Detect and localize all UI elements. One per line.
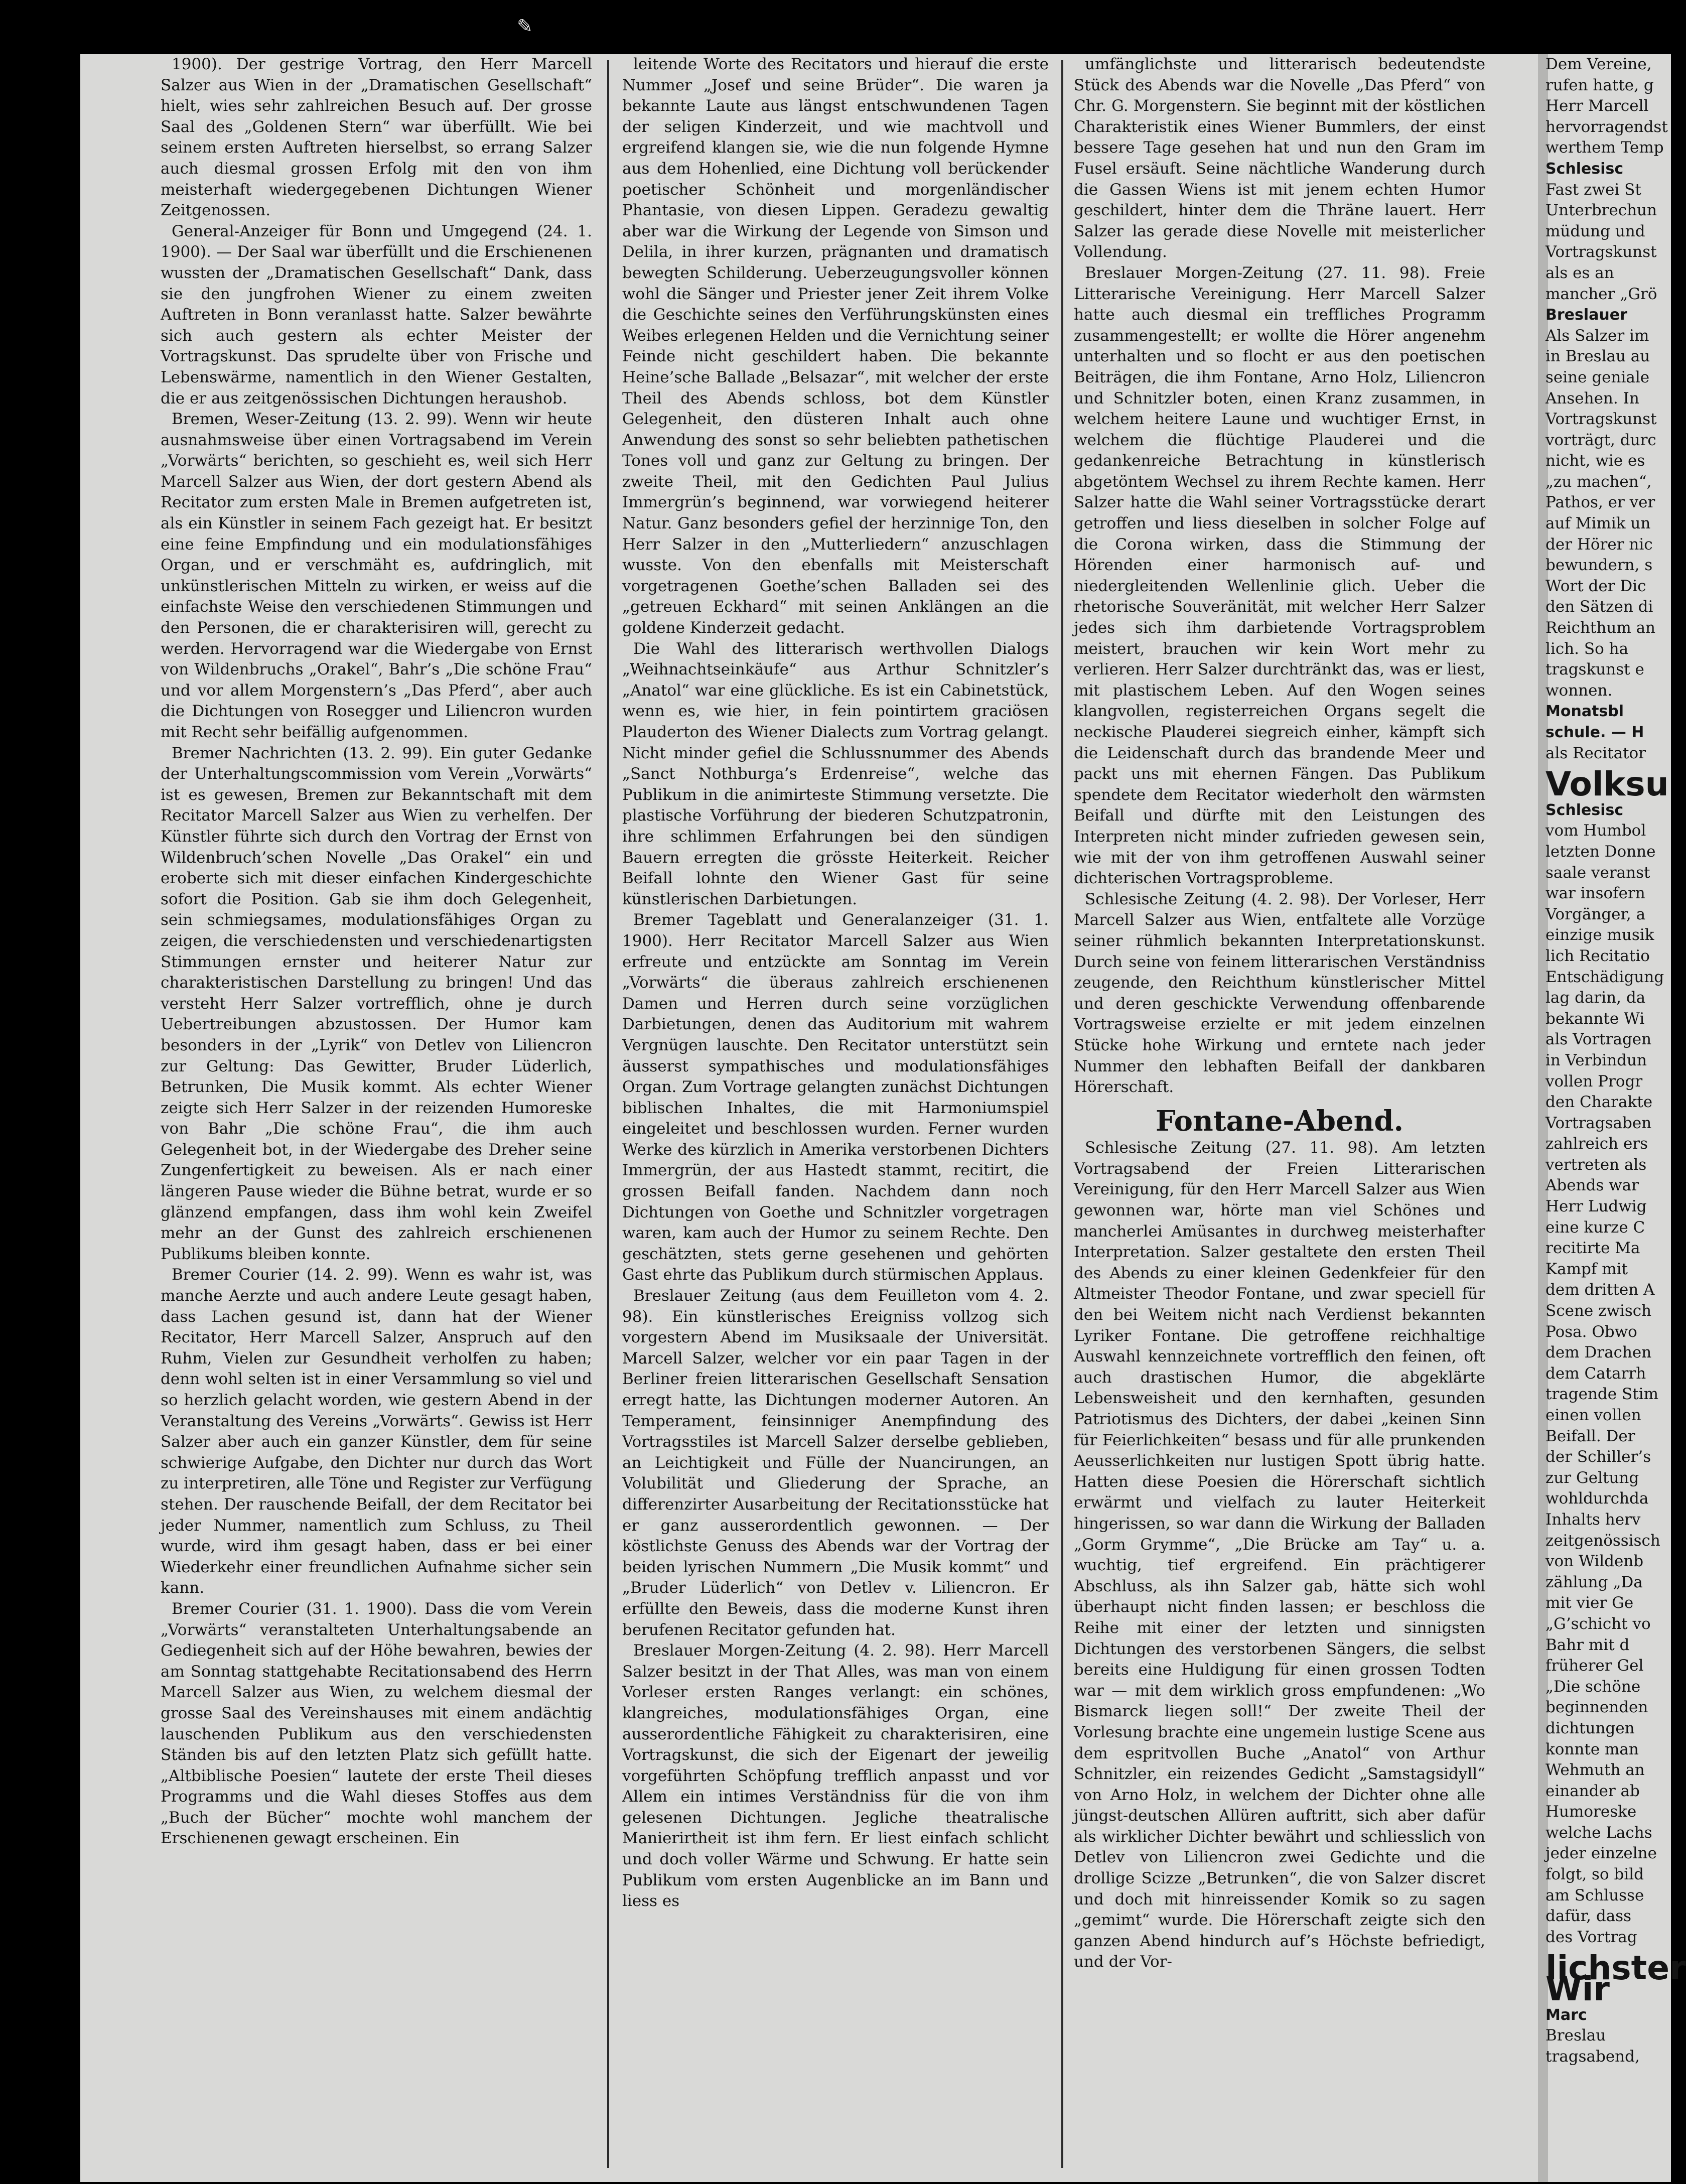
column-4-cut-off [1546,54,1686,2067]
cut-line: müdung und [1546,222,1645,240]
cut-line: den Charakte [1546,1093,1653,1112]
cut-line: Abends war [1546,1176,1639,1195]
cut-line: zeitgenössisch [1546,1531,1660,1550]
review-paragraph: Breslauer Morgen-Zeitung (4. 2. 98). Herr Marcell Salzer besitzt in der That Alles, was man von einem Vorleser ersten Ranges verlangt: ein schönes, klangreiches, modulationsfähiges Organ, eine ausserordentliche Fähigkeit zu charakterisiren, eine Vortragskunst, die sich der Eigenart der jeweilig vorgeführten Schöpfung trefflich anpasst und vor Allem ein intimes Verständniss für die von ihm gelesenen Dichtungen. Jegliche theatralische Manierirtheit ist ihm fern. Er liest einfach schlicht und doch voller Wärme und Schwung. Er hatte sein Publikum vom ersten Augenblicke an im Bann und liess es [622,1642,1049,1910]
cut-line: tragskunst e [1546,660,1644,679]
cut-line: konnte man [1546,1740,1639,1758]
cut-line: des Vortrag [1546,1928,1637,1946]
review-paragraph: Breslauer Morgen-Zeitung (27. 11. 98). Freie Litterarische Vereinigung. Herr Marcell Salzer hatte auch diesmal ein treffliches Programm zusammengestellt; er wollte die Hörer angenehm unterhalten und so flocht er aus den poetischen Beiträgen, die ihm Fontane, Arno Holz, Liliencron und Schnitzler boten, einen Kranz zusammen, in welchem heitere Laune und wuchtiger Ernst, in welchem die flüchtige Plauderei und die gedankenreiche Betrachtung in künstlerisch abgetöntem Wechsel zu ihrem Rechte kamen. Herr Salzer hatte die Wahl seiner Vortragsstücke derart getroffen und liess dieselben in solcher Folge auf die Corona wirken, dass die Stimmung der Hörenden einer harmonisch auf- und niedergleitenden Wellenlinie glich. Ueber die rhetorische Souveränität, mit welcher Herr Salzer jedes sich ihm darbietende Vortragsproblem meistert, brauchen wir kein Wort mehr zu verlieren. Herr Salzer durchtränkt das, was er liest, mit plastischem Leben. Auf den Wogen seines klangvollen, registerreichen Organs segelt die neckische Plauderei siegreich einher, kämpft sich die Leidenschaft durch das brandende Meer und packt uns mit ehernen Fängen. Das Publikum spendete dem Recitator wiederholt den wärmsten Beifall und dürfte mit den Leistungen des Interpreten nicht minder zufrieden gewesen sein, wie mit der von ihm getroffenen Auswahl seiner dichterischen Vortragsprobleme. [1074,263,1485,888]
cut-line: bewundern, s [1546,556,1653,575]
cut-line: der Schiller’s [1546,1448,1651,1466]
cut-line: vertreten als [1546,1155,1647,1174]
cut-line: Inhalts herv [1546,1510,1641,1529]
cut-line: Vortragskunst [1546,410,1657,429]
cut-line: lag darin, da [1546,989,1646,1007]
cut-line: Schlesisc [1546,801,1624,819]
cut-heading: lichster Wir [1546,1949,1686,2009]
cut-line: einen vollen [1546,1406,1641,1424]
archive-mark-icon: ✎ [517,15,533,37]
cut-line: dichtungen [1546,1719,1635,1737]
cut-line: lich. So ha [1546,639,1629,658]
cut-line: in Breslau au [1546,347,1650,366]
review-paragraph: Bremen, Weser-Zeitung (13. 2. 99). Wenn wir heute ausnahmsweise über einen Vortragsabend im Verein „Vorwärts“ berichten, so geschieht es, weil sich Herr Marcell Salzer aus Wien, der dort gestern Abend als Recitator zum ersten Male in Bremen aufgetreten ist, als ein Künstler in seinem Fach gezeigt hat. Er besitzt eine feine Empfindung und ein modulationsfähiges Organ, und er verschmäht es, aufdringlich, mit unkünstlerischen Mitteln zu wirken, er weiss auf die einfachste Weise den verschiedenen Stimmungen und den Personen, die er charakterisiren will, gerecht zu werden. Hervorragend war die Wiedergabe von Ernst von Wildenbruchs „Orakel“, Bahr’s „Die schöne Frau“ und vor allem Morgenstern’s „Das Pferd“, aber auch die Dichtungen von Rosegger und Liliencron wurden mit Recht sehr beifällig aufgenommen. [161,410,592,741]
cut-line: folgt, so bild [1546,1865,1644,1884]
review-paragraph: Bremer Courier (14. 2. 99). Wenn es wahr ist, was manche Aerzte und auch andere Leute gesagt haben, dass Lachen gesund ist, dann hat der Wiener Recitator, Herr Marcell Salzer, Anspruch auf den Ruhm, Vielen zur Gesundheit verholfen zu haben; denn wohl selten ist in einer Versammlung so viel und so herzlich gelacht worden, wie gestern Abend in der Veranstaltung des Vereins „Vorwärts“. Gewiss ist Herr Salzer aber auch ein ganzer Künstler, dem für seine schwierige Aufgabe, den Dichter nur durch das Wort zu interpretiren, alle Töne und Register zur Verfügung stehen. Der rauschende Beifall, der dem Recitator bei jeder Nummer, namentlich zum Schluss, zu Theil wurde, wird ihm gesagt haben, dass er bei einer Wiederkehr einer freundlichen Aufnahme sicher sein kann. [161,1266,592,1597]
cut-line: Reichthum an [1546,619,1656,637]
column-1 [161,54,592,1849]
cut-line: früherer Gel [1546,1657,1644,1675]
cut-line: letzten Donne [1546,842,1656,861]
review-paragraph: Bremer Tageblatt und Generalanzeiger (31. 1. 1900). Herr Recitator Marcell Salzer aus Wien erfreute und entzückte am Sonntag im Verein „Vorwärts“ die überaus zahlreich erschienenen Damen und Herren durch seine vorzüglichen Darbietungen, denen das Auditorium mit wahrem Vergnügen lauschte. Den Recitator unterstützt sein äusserst sympathisches und modulationsfähiges Organ. Zum Vortrage gelangten zunächst Dichtungen biblischen Inhaltes, die mit Harmoniumspiel eingeleitet und beschlossen wurden. Ferner wurden Werke des kürzlich in Amerika verstorbenen Dichters Immergrün, der aus Hastedt stammt, recitirt, die grossen Beifall fanden. Nachdem dann noch Dichtungen von Goethe und Schnitzler vorgetragen waren, kam auch der Humor zu seinem Rechte. Den geschätzten, stets gerne gesehenen und gehörten Gast ehrte das Publikum durch stürmischen Applaus. [622,911,1049,1284]
cut-line: der Hörer nic [1546,535,1653,554]
cut-line: war insofern [1546,884,1645,903]
review-paragraph: 1900). Der gestrige Vortrag, den Herr Marcell Salzer aus Wien in der „Dramatischen Gesellschaft“ hielt, wies sehr zahlreichen Besuch auf. Der grosse Saal des „Goldenen Stern“ war überfüllt. Wie bei seinem ersten Auftreten hierselbst, so errang Salzer auch diesmal grossen Erfolg mit den von ihm meisterhaft wiedergegebenen Dichtungen Wiener Zeitgenossen. [161,55,592,220]
cut-line: Dem Vereine, [1546,55,1652,73]
review-paragraph: umfänglichste und litterarisch bedeutendste Stück des Abends war die Novelle „Das Pferd“ von Chr. G. Morgenstern. Sie beginnt mit der köstlichen Charakteristik eines Wiener Bummlers, der einst bessere Tage gesehen hat und nun den Gram im Fusel ersäuft. Seine nächtliche Wanderung durch die Gassen Wiens ist mit jenem echten Humor geschildert, hinter dem die Thräne lauert. Herr Salzer las gerade diese Novelle mit meisterlicher Vollendung. [1074,55,1485,261]
cut-line: hervorragendst [1546,117,1668,136]
cut-line: Marc [1546,2006,1587,2024]
cut-line: wonnen. [1546,681,1613,700]
cut-line: vorträgt, durc [1546,431,1656,449]
cut-line: Scene zwisch [1546,1302,1652,1320]
cut-line: Fast zwei St [1546,180,1641,199]
column-2 [622,54,1049,1912]
cut-line: eine kurze C [1546,1218,1645,1237]
newspaper-clipping-page [80,54,1686,2182]
cut-line: Entschädigung [1546,968,1664,986]
cut-line: zur Geltung [1546,1468,1639,1487]
column-3 [1074,54,1485,1973]
cut-line: als Recitator [1546,744,1646,762]
cut-line: tragsabend, [1546,2047,1640,2066]
cut-line: Breslau [1546,2026,1606,2045]
cut-line: zahlreich ers [1546,1135,1648,1153]
cut-line: Vortragskunst [1546,243,1657,261]
cut-line: einander ab [1546,1782,1640,1800]
cut-line: Herr Marcell [1546,97,1649,115]
column-divider [607,60,609,2168]
cut-line: nicht, wie es [1546,452,1645,470]
cut-line: Unterbrechun [1546,201,1657,220]
review-paragraph: Breslauer Zeitung (aus dem Feuilleton vom 4. 2. 98). Ein künstlerisches Ereigniss vollzog sich vorgestern Abend im Musiksaale der Universität. Marcell Salzer, welcher vor ein paar Tagen in der Berliner freien litterarischen Gesellschaft Sensation erregt hatte, las Dichtungen moderner Autoren. An Temperament, feinsinniger Anempfindung des Vortragsstiles ist Marcell Salzer derselbe geblieben, an Leichtigkeit und Fülle der Nuancirungen, an Volubilität und Gliederung der Sprache, an differenzirter Ausarbeitung der Recitationsstücke hat er ganz ausserordentlich gewonnen. — Der köstlichste Genuss des Abends war der Vortrag der beiden lyrischen Nummern „Die Musik kommt“ und „Bruder Lüderlich“ von Detlev v. Liliencron. Er erfüllte den Beweis, dass die moderne Kunst ihren berufenen Recitator gefunden hat. [622,1287,1049,1639]
cut-line: Ansehen. In [1546,389,1639,407]
cut-line: Als Salzer im [1546,326,1649,345]
cut-line: Humoreske [1546,1803,1637,1821]
cut-line: beginnenden [1546,1698,1648,1717]
cut-line: am Schlusse [1546,1886,1644,1904]
review-paragraph: General-Anzeiger für Bonn und Umgegend (24. 1. 1900). — Der Saal war überfüllt und die Erschienenen wussten der „Dramatischen Gesellschaft“ Dank, dass sie den jungfrohen Wiener zu einem zweiten Auftreten in Bonn veranlasst hatte. Salzer bewährte sich auch gestern als echter Meister der Vortragskunst. Das sprudelte über von Frische und Lebenswärme, namentlich in den Wiener Gestalten, die er aus zeitgenössischen Dichtungen heraushob. [161,222,592,407]
cut-line: „G’schicht vo [1546,1614,1651,1633]
cut-line: zählung „Da [1546,1573,1643,1591]
cut-line: vom Humbol [1546,822,1646,840]
cut-line: jeder einzelne [1546,1844,1657,1863]
cut-line: werthem Temp [1546,139,1664,157]
cut-line: „zu machen“, [1546,472,1652,491]
cut-line: „Die schöne [1546,1677,1641,1696]
cut-line: von Wildenb [1546,1552,1644,1571]
cut-line: Herr Ludwig [1546,1197,1647,1216]
cut-line: lich Recitatio [1546,946,1650,965]
cut-line: dem Drachen [1546,1343,1652,1362]
cut-line: Bahr mit d [1546,1635,1630,1654]
cut-line: Beifall. Der [1546,1427,1635,1445]
cut-line: den Sätzen di [1546,598,1653,616]
cut-line: dem Catarrh [1546,1364,1646,1383]
cut-line: dafür, dass [1546,1907,1632,1926]
cut-line: einzige musik [1546,926,1654,944]
cut-line: auf Mimik un [1546,514,1651,533]
review-paragraph: Bremer Courier (31. 1. 1900). Dass die vom Verein „Vorwärts“ veranstalteten Unterhaltungsabende an Gediegenheit sich auf der Höhe bewahren, bewies der am Sonntag stattgehabte Recitationsabend des Herrn Marcell Salzer aus Wien, zu welchem diesmal der grosse Saal des Vereinshauses mit einem andächtig lauschenden Publikum aus den verschiedensten Ständen bis auf den letzten Platz sich gefüllt hatte. „Altbiblische Poesien“ lautete der erste Theil dieses Programms und die Wahl dieses Stoffes aus dem „Buch der Bücher“ mochte wohl manchem der Erschienenen gewagt erscheinen. Ein [161,1599,592,1848]
section-title: Fontane-Abend. [1155,1104,1404,1138]
review-paragraph: Schlesische Zeitung (27. 11. 98). Am letzten Vortragsabend der Freien Litterarischen Vereinigung, für den Herr Marcell Salzer aus Wien gewonnen war, hörte man viel Schönes und mancherlei Amüsantes in durchweg meisterhafter Interpretation. Salzer gestaltete den ersten Theil des Abends zu einer kleinen Gedenkfeier für den Altmeister Theodor Fontane, und zwar speciell für den bei Weitem nicht nach Verdienst bekannten Lyriker Fontane. Die getroffene reichhaltige Auswahl kennzeichnete vortrefflich den feinen, oft auch drastischen Humor, die abgeklärte Lebensweisheit und den kernhaften, gesunden Patriotismus des Dichters, der dabei „keinen Sinn für Feierlichkeiten“ besass und für alle prunkenden Aeusserlichkeiten nur lustigen Spott übrig hatte. Hatten diese Poesien die Hörerschaft sichtlich erwärmt und vielfach zu lauter Heiterkeit hingerissen, so war dann die Wirkung der Balladen „Gorm Grymme“, „Die Brücke am Tay“ u. a. wuchtig, tief ergreifend. Ein prächtigerer Abschluss, als ihn Salzer gab, hätte sich wohl überhaupt nicht finden lassen; er beschloss die Reihe mit einer der letzten und sinnigsten Dichtungen des verstorbenen Sängers, die selbst bereits eine Huldigung für einen grossen Todten war — mit dem wirklich gross empfundenen: „Wo Bismarck liegen soll!“ Der zweite Theil der Vorlesung brachte eine ungemein lustige Scene aus dem espritvollen Buche „Anatol“ von Arthur Schnitzler, ein reizendes Gedicht „Samstagsidyll“ von Arno Holz, in welchem der Dichter ohne alle jüngst-deutschen Allüren auftritt, sich aber dafür als wirklicher Dichter bewährt und schliesslich von Detlev von Liliencron zwei Gedichte und die drollige Scizze „Betrunken“, die von Salzer discret und doch mit hinreissender Komik so zu sagen „gemimt“ wurde. Die Hörerschaft zeigte sich den ganzen Abend hindurch auf’s Höchste befriedigt, und der Vor- [1074,1139,1485,1971]
cut-line: saale veranst [1546,863,1650,882]
cut-line: als Vortragen [1546,1030,1652,1049]
cut-line: in Verbindun [1546,1051,1647,1069]
cut-line: Vorgänger, a [1546,905,1646,923]
cut-line: Monatsbl [1546,703,1624,721]
column-divider [1061,60,1063,2168]
cut-line: welche Lachs [1546,1823,1652,1842]
cut-line: Wort der Dic [1546,577,1646,595]
cut-line: wohldurchda [1546,1489,1649,1508]
cut-line: Schlesisc [1546,160,1624,178]
cut-heading: Volksu [1546,765,1669,804]
cut-line: dem dritten A [1546,1281,1655,1299]
review-paragraph: Die Wahl des litterarisch werthvollen Dialogs „Weihnachtseinkäufe“ aus Arthur Schnitzler’s „Anatol“ war eine glückliche. Es ist ein Cabinetstück, wenn es, wie hier, in fein pointirtem graciösen Plauderton des Wiener Dialects zum Vortrag gelangt. Nicht minder gefiel die Schlussnummer des Abends „Sanct Nothburga’s Erdenreise“, welche das Publikum in die animirteste Stimmung versetzte. Die plastische Vorführung der biederen Schutzpatronin, ihre schlimmen Erfahrungen bei den sündigen Bauern erregten die grösste Heiterkeit. Reicher Beifall lohnte den Wiener Gast für seine künstlerischen Darbietungen. [622,639,1049,908]
cut-line: schule. — H [1546,724,1644,741]
cut-line: Pathos, er ver [1546,493,1655,512]
cut-line: bekannte Wi [1546,1009,1645,1028]
cut-line: mit vier Ge [1546,1594,1634,1612]
cut-line: recitirte Ma [1546,1239,1640,1258]
cut-line: Kampf mit [1546,1260,1628,1278]
cut-line: seine geniale [1546,368,1650,386]
cut-line: Wehmuth an [1546,1761,1645,1780]
cut-line: tragende Stim [1546,1385,1658,1404]
cut-line: rufen hatte, g [1546,76,1654,94]
review-paragraph: leitende Worte des Recitators und hierauf die erste Nummer „Josef und seine Brüder“. Die waren ja bekannte Laute aus längst entschwundenen Tagen der seligen Kinderzeit, und wie machtvoll und ergreifend klangen sie, wie die nun folgende Hymne aus dem Hohenlied, eine Dichtung voll berückender poetischer Schönheit und morgenländischer Phantasie, von diesen Lippen. Geradezu gewaltig aber war die Wirkung der Legende von Simson und Delila, in ihrer kurzen, prägnanten und dramatisch bewegten Schilderung. Ueberzeugungsvoller können wohl die Sänger und Priester jener Zeit ihrem Volke die Geschichte seines den Verführungskünsten eines Weibes erlegenen Helden und die Vernichtung seiner Feinde nicht geschildert haben. Die bekannte Heine’sche Ballade „Belsazar“, mit welcher der erste Theil des Abends schloss, bot dem Künstler Gelegenheit, den düsteren Inhalt auch ohne Anwendung des sonst so sehr beliebten pathetischen Tones voll und ganz zur Geltung zu bringen. Der zweite Theil, mit den Gedichten Paul Julius Immergrün’s beginnend, war vorwiegend heiterer Natur. Ganz besonders gefiel der herzinnige Ton, den Herr Salzer in den „Mutterliedern“ anzuschlagen wusste. Von den ebenfalls mit Meisterschaft vorgetragenen Goethe’schen Balladen sei des „getreuen Eckhard“ mit seinen Anklängen an die goldene Kinderzeit gedacht. [622,55,1049,637]
cut-line: Vortragsaben [1546,1114,1652,1132]
review-paragraph: Bremer Nachrichten (13. 2. 99). Ein guter Gedanke der Unterhaltungscommission vom Verein „Vorwärts“ ist es gewesen, Bremen zur Bekanntschaft mit dem Recitator Marcell Salzer aus Wien zu verhelfen. Der Künstler führte sich durch den Vortrag der Ernst von Wildenbruch’schen Novelle „Das Orakel“ ein und eroberte sich mit dieser einfachen Kindergeschichte sofort die Position. Gab sie ihm doch Gelegenheit, sein schmiegsames, modulationsfähiges Organ zu zeigen, die verschiedensten und verschiedenartigsten Stimmungen ernster und heiterer Natur zur charakteristischen Darstellung zu bringen! Und das versteht Herr Salzer vortrefflich, ohne je durch Uebertreibungen abzustossen. Der Humor kam besonders in der „Lyrik“ von Detlev von Liliencron zur Geltung: Das Gewitter, Bruder Lüderlich, Betrunken, Die Musik kommt. Als echter Wiener zeigte sich Herr Salzer in der reizenden Humoreske von Bahr „Die schöne Frau“, die ihm auch Gelegenheit bot, in der Wiedergabe des Dreher seine Zungenfertigkeit zu beweisen. Als er nach einer längeren Pause wieder die Bühne betrat, wurde er so glänzend empfangen, dass ihm wohl kein Zweifel mehr an der Gunst des zahlreich erschienenen Publikums bleiben konnte. [161,744,592,1263]
cut-line: als es an [1546,263,1614,282]
review-paragraph: Schlesische Zeitung (4. 2. 98). Der Vorleser, Herr Marcell Salzer aus Wien, entfaltete alle Vorzüge seiner rühmlich bekannten Interpretationskunst. Durch seine von feinem litterarischen Verständniss zeugende, den Reichthum künstlerischer Mittel und deren geschickte Verwendung offenbarende Vortragsweise erzielte er mit jedem einzelnen Stücke hohe Wirkung und erntete nach jeder Nummer den lebhaften Beifall der dankbaren Hörerschaft. [1074,890,1485,1097]
cut-line: Breslauer [1546,306,1627,324]
cut-line: mancher „Grö [1546,285,1657,303]
cut-line: vollen Progr [1546,1072,1643,1090]
cut-line: Posa. Obwo [1546,1322,1637,1341]
